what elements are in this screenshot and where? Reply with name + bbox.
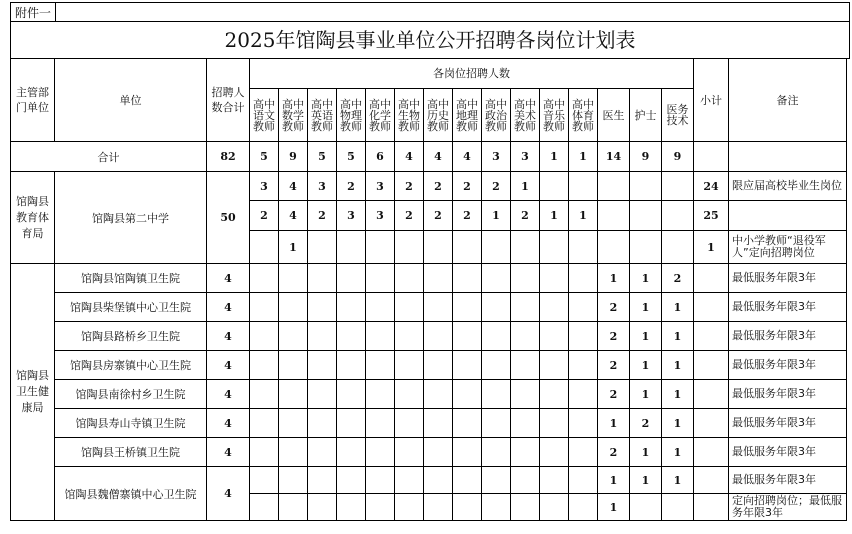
position-count xyxy=(308,322,337,351)
position-count xyxy=(366,438,395,467)
position-count xyxy=(540,351,569,380)
position-count xyxy=(540,409,569,438)
row-subtotal xyxy=(694,264,729,293)
position-count: 2 xyxy=(424,172,453,201)
position-count xyxy=(453,264,482,293)
unit-total: 4 xyxy=(207,438,250,467)
unit-total: 4 xyxy=(207,467,250,521)
position-count xyxy=(482,293,511,322)
summary-remark xyxy=(729,142,847,172)
position-count xyxy=(308,467,337,494)
row-subtotal xyxy=(694,438,729,467)
position-count: 2 xyxy=(511,201,540,231)
unit-total: 4 xyxy=(207,380,250,409)
unit-name: 馆陶县南徐村乡卫生院 xyxy=(55,380,207,409)
position-count xyxy=(453,494,482,521)
position-count: 3 xyxy=(308,172,337,201)
summary-value: 3 xyxy=(511,142,540,172)
position-count xyxy=(308,380,337,409)
unit-total: 4 xyxy=(207,409,250,438)
position-count xyxy=(662,231,694,264)
position-count xyxy=(598,172,630,201)
summary-value: 4 xyxy=(395,142,424,172)
position-count xyxy=(337,494,366,521)
position-count xyxy=(662,172,694,201)
header-unit: 单位 xyxy=(55,59,207,142)
unit-total: 4 xyxy=(207,264,250,293)
row-subtotal: 24 xyxy=(694,172,729,201)
position-count xyxy=(395,409,424,438)
position-count xyxy=(366,351,395,380)
header-position-11: 高中音乐教师 xyxy=(540,89,569,142)
table-row xyxy=(11,467,847,494)
position-count xyxy=(366,380,395,409)
position-count xyxy=(453,351,482,380)
position-count: 1 xyxy=(540,201,569,231)
position-count xyxy=(424,380,453,409)
position-count xyxy=(308,264,337,293)
position-count xyxy=(482,438,511,467)
position-count xyxy=(511,438,540,467)
position-count: 2 xyxy=(453,172,482,201)
summary-value: 9 xyxy=(279,142,308,172)
position-count xyxy=(366,264,395,293)
position-count xyxy=(279,293,308,322)
position-count xyxy=(279,351,308,380)
position-count xyxy=(424,293,453,322)
position-count xyxy=(250,380,279,409)
position-count xyxy=(337,409,366,438)
header-position-13: 医生 xyxy=(598,89,630,142)
position-count xyxy=(337,351,366,380)
nurse-count: 1 xyxy=(630,380,662,409)
position-count xyxy=(540,467,569,494)
position-count xyxy=(424,231,453,264)
dept-education: 馆陶县教育体育局 xyxy=(11,172,55,264)
position-count xyxy=(250,467,279,494)
tech-count: 1 xyxy=(662,467,694,494)
position-count xyxy=(308,409,337,438)
unit-name: 馆陶县柴堡镇中心卫生院 xyxy=(55,293,207,322)
position-count: 3 xyxy=(366,172,395,201)
tech-count: 1 xyxy=(662,322,694,351)
row-subtotal: 1 xyxy=(694,231,729,264)
position-count xyxy=(482,231,511,264)
position-count xyxy=(395,494,424,521)
row-subtotal: 25 xyxy=(694,201,729,231)
position-count xyxy=(540,322,569,351)
position-count: 2 xyxy=(250,201,279,231)
position-count xyxy=(569,467,598,494)
position-count xyxy=(511,409,540,438)
position-count xyxy=(424,409,453,438)
table-row xyxy=(11,322,847,351)
position-count xyxy=(569,172,598,201)
nurse-count: 1 xyxy=(630,351,662,380)
position-count xyxy=(453,322,482,351)
row-remark: 最低服务年限3年 xyxy=(729,322,847,351)
doctor-count: 1 xyxy=(598,494,630,521)
summary-value: 5 xyxy=(308,142,337,172)
position-count xyxy=(366,409,395,438)
row-remark: 最低服务年限3年 xyxy=(729,467,847,494)
tech-count: 1 xyxy=(662,293,694,322)
summary-value: 4 xyxy=(424,142,453,172)
position-count xyxy=(337,438,366,467)
position-count xyxy=(453,438,482,467)
unit-total: 4 xyxy=(207,351,250,380)
position-count xyxy=(308,293,337,322)
position-count xyxy=(540,438,569,467)
unit-name: 馆陶县房寨镇中心卫生院 xyxy=(55,351,207,380)
position-count xyxy=(511,293,540,322)
position-count xyxy=(482,467,511,494)
row-remark: 最低服务年限3年 xyxy=(729,293,847,322)
position-count xyxy=(482,409,511,438)
position-count xyxy=(453,467,482,494)
header-position-15: 医务技术 xyxy=(662,89,694,142)
position-count xyxy=(630,201,662,231)
summary-label: 合计 xyxy=(11,142,207,172)
position-count xyxy=(662,201,694,231)
header-position-10: 高中美术教师 xyxy=(511,89,540,142)
row-remark: 限应届高校毕业生岗位 xyxy=(729,172,847,201)
position-count: 4 xyxy=(279,201,308,231)
position-count xyxy=(630,231,662,264)
position-count xyxy=(366,322,395,351)
position-count xyxy=(630,172,662,201)
position-count: 2 xyxy=(308,201,337,231)
position-count xyxy=(540,264,569,293)
row-subtotal xyxy=(694,467,729,494)
position-count xyxy=(569,409,598,438)
summary-value: 14 xyxy=(598,142,630,172)
summary-value: 9 xyxy=(662,142,694,172)
position-count xyxy=(482,494,511,521)
position-count xyxy=(395,438,424,467)
unit-total: 4 xyxy=(207,322,250,351)
position-count xyxy=(337,322,366,351)
summary-value: 6 xyxy=(366,142,395,172)
table-row xyxy=(11,264,847,293)
table-row xyxy=(11,351,847,380)
doctor-count: 2 xyxy=(598,438,630,467)
position-count xyxy=(337,467,366,494)
summary-subtotal xyxy=(694,142,729,172)
position-count xyxy=(337,380,366,409)
table-row xyxy=(11,409,847,438)
page-title: 2025年馆陶县事业单位公开招聘各岗位计划表 xyxy=(10,21,850,59)
header-subtotal: 小计 xyxy=(694,59,729,142)
position-count: 2 xyxy=(424,201,453,231)
position-count xyxy=(308,438,337,467)
position-count xyxy=(250,494,279,521)
header-position-12: 高中体育教师 xyxy=(569,89,598,142)
header-position-6: 高中生物教师 xyxy=(395,89,424,142)
position-count xyxy=(511,322,540,351)
table-row xyxy=(11,438,847,467)
position-count xyxy=(424,494,453,521)
nurse-count: 1 xyxy=(630,438,662,467)
position-count xyxy=(395,293,424,322)
position-count xyxy=(424,467,453,494)
doctor-count: 1 xyxy=(598,409,630,438)
tech-count: 1 xyxy=(662,351,694,380)
row-subtotal xyxy=(694,351,729,380)
tech-count: 1 xyxy=(662,438,694,467)
position-count xyxy=(250,409,279,438)
summary-value: 5 xyxy=(337,142,366,172)
table-row xyxy=(11,380,847,409)
position-count xyxy=(453,293,482,322)
position-count xyxy=(395,380,424,409)
position-count xyxy=(250,293,279,322)
position-count xyxy=(279,322,308,351)
position-count xyxy=(395,351,424,380)
position-count xyxy=(279,380,308,409)
position-count: 2 xyxy=(482,172,511,201)
header-total: 招聘人数合计 xyxy=(207,59,250,142)
position-count xyxy=(598,201,630,231)
header-position-1: 高中语文教师 xyxy=(250,89,279,142)
position-count: 1 xyxy=(511,172,540,201)
position-count xyxy=(569,438,598,467)
position-count xyxy=(453,409,482,438)
attachment-row-filler xyxy=(55,2,850,22)
position-count: 1 xyxy=(482,201,511,231)
header-position-5: 高中化学教师 xyxy=(366,89,395,142)
position-count xyxy=(569,293,598,322)
dept-health: 馆陶县卫生健康局 xyxy=(11,264,55,521)
position-count xyxy=(511,264,540,293)
table-row xyxy=(11,172,847,201)
row-remark: 最低服务年限3年 xyxy=(729,380,847,409)
position-count xyxy=(366,293,395,322)
summary-value: 3 xyxy=(482,142,511,172)
position-count xyxy=(540,231,569,264)
position-count xyxy=(569,351,598,380)
unit-name: 馆陶县馆陶镇卫生院 xyxy=(55,264,207,293)
doctor-count: 1 xyxy=(598,467,630,494)
position-count: 4 xyxy=(279,172,308,201)
position-count xyxy=(511,351,540,380)
recruitment-plan-table xyxy=(10,58,847,521)
position-count xyxy=(540,380,569,409)
unit-name: 馆陶县寿山寺镇卫生院 xyxy=(55,409,207,438)
position-count xyxy=(598,231,630,264)
position-count xyxy=(453,231,482,264)
position-count xyxy=(569,264,598,293)
summary-value: 9 xyxy=(630,142,662,172)
unit-total: 4 xyxy=(207,293,250,322)
position-count: 3 xyxy=(366,201,395,231)
header-positions-group: 各岗位招聘人数 xyxy=(250,59,694,89)
position-count xyxy=(453,380,482,409)
position-count xyxy=(540,293,569,322)
position-count xyxy=(511,231,540,264)
nurse-count: 2 xyxy=(630,409,662,438)
row-subtotal xyxy=(694,380,729,409)
header-remark: 备注 xyxy=(729,59,847,142)
position-count xyxy=(482,264,511,293)
row-remark: 定向招聘岗位；最低服务年限3年 xyxy=(729,494,847,521)
position-count xyxy=(279,409,308,438)
position-count: 3 xyxy=(250,172,279,201)
position-count xyxy=(424,351,453,380)
position-count: 1 xyxy=(279,231,308,264)
nurse-count: 1 xyxy=(630,293,662,322)
position-count xyxy=(279,264,308,293)
position-count xyxy=(482,351,511,380)
row-subtotal xyxy=(694,293,729,322)
nurse-count: 1 xyxy=(630,264,662,293)
doctor-count: 1 xyxy=(598,264,630,293)
header-position-4: 高中物理教师 xyxy=(337,89,366,142)
position-count xyxy=(424,264,453,293)
position-count xyxy=(308,494,337,521)
position-count xyxy=(511,380,540,409)
position-count xyxy=(569,380,598,409)
position-count xyxy=(366,231,395,264)
doctor-count: 2 xyxy=(598,380,630,409)
unit-name: 馆陶县魏僧寨镇中心卫生院 xyxy=(55,467,207,521)
position-count xyxy=(424,322,453,351)
doctor-count: 2 xyxy=(598,293,630,322)
position-count xyxy=(308,231,337,264)
unit-name: 馆陶县王桥镇卫生院 xyxy=(55,438,207,467)
row-remark: 最低服务年限3年 xyxy=(729,264,847,293)
position-count xyxy=(250,351,279,380)
position-count xyxy=(279,467,308,494)
nurse-count: 1 xyxy=(630,467,662,494)
position-count xyxy=(337,231,366,264)
nurse-count xyxy=(630,494,662,521)
position-count: 3 xyxy=(337,201,366,231)
unit-total: 50 xyxy=(207,172,250,264)
header-position-2: 高中数学教师 xyxy=(279,89,308,142)
position-count xyxy=(569,494,598,521)
position-count xyxy=(337,293,366,322)
row-remark: 最低服务年限3年 xyxy=(729,409,847,438)
attachment-label: 附件一 xyxy=(10,2,56,22)
position-count xyxy=(569,231,598,264)
header-position-8: 高中地理教师 xyxy=(453,89,482,142)
position-count xyxy=(424,438,453,467)
doctor-count: 2 xyxy=(598,322,630,351)
row-remark: 中小学教师“退役军人”定向招聘岗位 xyxy=(729,231,847,264)
tech-count: 1 xyxy=(662,409,694,438)
summary-value: 5 xyxy=(250,142,279,172)
summary-value: 4 xyxy=(453,142,482,172)
summary-total: 82 xyxy=(207,142,250,172)
row-remark: 最低服务年限3年 xyxy=(729,438,847,467)
header-position-3: 高中英语教师 xyxy=(308,89,337,142)
position-count: 2 xyxy=(395,172,424,201)
position-count xyxy=(308,351,337,380)
position-count xyxy=(366,494,395,521)
header-dept: 主管部门单位 xyxy=(11,59,55,142)
position-count xyxy=(540,494,569,521)
position-count xyxy=(395,467,424,494)
position-count xyxy=(482,380,511,409)
position-count: 2 xyxy=(453,201,482,231)
header-position-9: 高中政治教师 xyxy=(482,89,511,142)
nurse-count: 1 xyxy=(630,322,662,351)
summary-value: 1 xyxy=(569,142,598,172)
row-subtotal xyxy=(694,322,729,351)
position-count xyxy=(395,322,424,351)
position-count xyxy=(482,322,511,351)
table-row xyxy=(11,293,847,322)
position-count xyxy=(250,322,279,351)
header-position-14: 护士 xyxy=(630,89,662,142)
position-count xyxy=(395,264,424,293)
position-count xyxy=(511,467,540,494)
unit-name: 馆陶县路桥乡卫生院 xyxy=(55,322,207,351)
position-count xyxy=(279,438,308,467)
row-remark xyxy=(729,201,847,231)
tech-count: 1 xyxy=(662,380,694,409)
position-count: 2 xyxy=(337,172,366,201)
unit-name: 馆陶县第二中学 xyxy=(55,172,207,264)
header-position-7: 高中历史教师 xyxy=(424,89,453,142)
tech-count: 2 xyxy=(662,264,694,293)
position-count xyxy=(395,231,424,264)
row-subtotal xyxy=(694,494,729,521)
position-count: 1 xyxy=(569,201,598,231)
summary-value: 1 xyxy=(540,142,569,172)
position-count xyxy=(540,172,569,201)
position-count xyxy=(569,322,598,351)
position-count xyxy=(250,231,279,264)
position-count xyxy=(511,494,540,521)
position-count xyxy=(337,264,366,293)
position-count xyxy=(366,467,395,494)
position-count xyxy=(250,264,279,293)
tech-count xyxy=(662,494,694,521)
row-remark: 最低服务年限3年 xyxy=(729,351,847,380)
row-subtotal xyxy=(694,409,729,438)
position-count: 2 xyxy=(395,201,424,231)
doctor-count: 2 xyxy=(598,351,630,380)
position-count xyxy=(250,438,279,467)
position-count xyxy=(279,494,308,521)
